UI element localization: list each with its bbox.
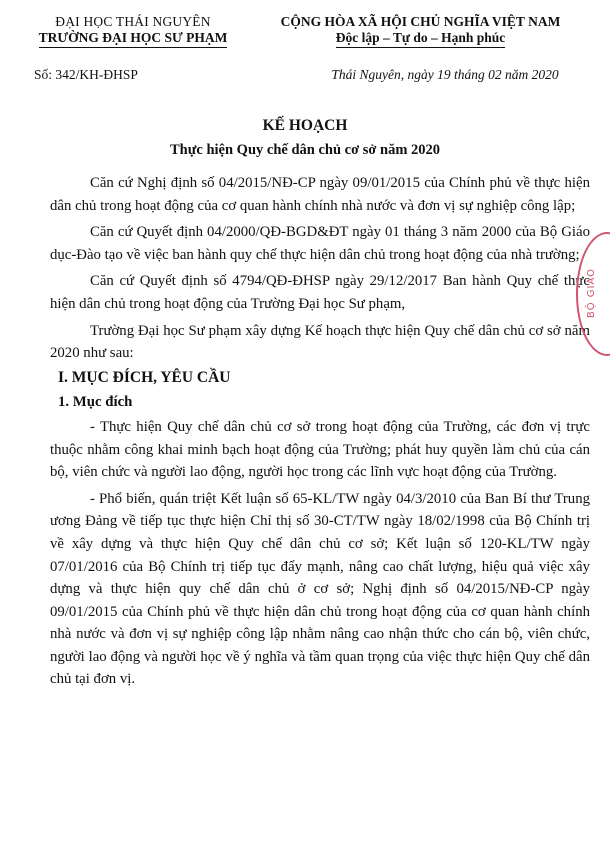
stamp-text: BỘ GIÁO: [586, 268, 597, 319]
motto: Độc lập – Tự do – Hạnh phúc: [336, 30, 506, 48]
section-heading: I. MỤC ĐÍCH, YÊU CẦU: [58, 368, 231, 386]
document-date: Thái Nguyên, ngày 19 tháng 02 năm 2020: [331, 67, 559, 82]
national-motto-block: [248, 14, 593, 48]
document-number: Số: 342/KH-ĐHSP: [34, 67, 138, 82]
basis-paragraph: Căn cứ Nghị định số 04/2015/NĐ-CP ngày 09/01/2015 của Chính phủ về thực hiện dân chủ trong hoạt động của cơ quan hành chính nhà nước và đơn vị sự nghiệp công lập;: [50, 175, 590, 214]
document-subtitle: Thực hiện Quy chế dân chủ cơ sở năm 2020: [169, 142, 441, 158]
nation-name: CỘNG HÒA XÃ HỘI CHỦ NGHĨA VIỆT NAM: [280, 14, 561, 29]
document-title: KẾ HOẠCH: [262, 117, 348, 134]
document-body: [50, 172, 590, 695]
subsection-heading: 1. Mục đích: [58, 394, 133, 411]
intro-paragraph: Trường Đại học Sư phạm xây dựng Kế hoạch thực hiện Quy chế dân chủ cơ sở năm 2020 như sau:: [50, 322, 590, 362]
parent-org: ĐẠI HỌC THÁI NGUYÊN: [55, 14, 211, 29]
purpose-paragraph: - Thực hiện Quy chế dân chủ cơ sở trong hoạt động của Trường, các đơn vị trực thuộc nhằm công khai minh bạch hoạt động của Trường; phát huy quyền làm chủ của cán bộ, viên chức và người lao động, người học trong các lĩnh vực hoạt động của Trường.: [50, 418, 590, 481]
basis-paragraph: Căn cứ Quyết định 04/2000/QĐ-BGD&ĐT ngày 01 tháng 3 năm 2000 của Bộ Giáo dục-Đào tạo về việc ban hành quy chế thực hiện dân chủ trong hoạt động của nhà trường;: [50, 224, 590, 263]
basis-paragraph: Căn cứ Quyết định số 4794/QĐ-ĐHSP ngày 29/12/2017 Ban hành Quy chế thực hiện dân chủ trong hoạt động của Trường Đại học Sư phạm,: [50, 273, 590, 312]
purpose-paragraph: - Phổ biến, quán triệt Kết luận số 65-KL/TW ngày 04/3/2010 của Ban Bí thư Trung ương Đảng về tiếp tục thực hiện Chỉ thị số 30-CT/TW ngày 18/02/1998 của Bộ Chính trị về xây dựng và thực hiện Quy chế dân chủ cơ sở; Kết luận số 120-KL/TW ngày 07/01/2016 của Bộ Chính trị tiếp tục đẩy mạnh, nâng cao chất lượng, hiệu quả việc xây dựng và thực hiện quy chế dân chủ ở cơ sở; Nghị định số 04/2015/NĐ-CP ngày 09/01/2015 của Chính phủ về thực hiện dân chủ trong hoạt động của cơ quan hành chính nhà nước và đơn vị sự nghiệp công lập nhằm nâng cao nhận thức cho cán bộ, viên chức, người lao động và người học về ý nghĩa và tầm quan trọng của việc thực hiện Quy chế dân chủ tại đơn vị.: [50, 490, 590, 688]
issuer-block: [18, 14, 248, 48]
issuing-org: TRƯỜNG ĐẠI HỌC SƯ PHẠM: [39, 30, 228, 48]
